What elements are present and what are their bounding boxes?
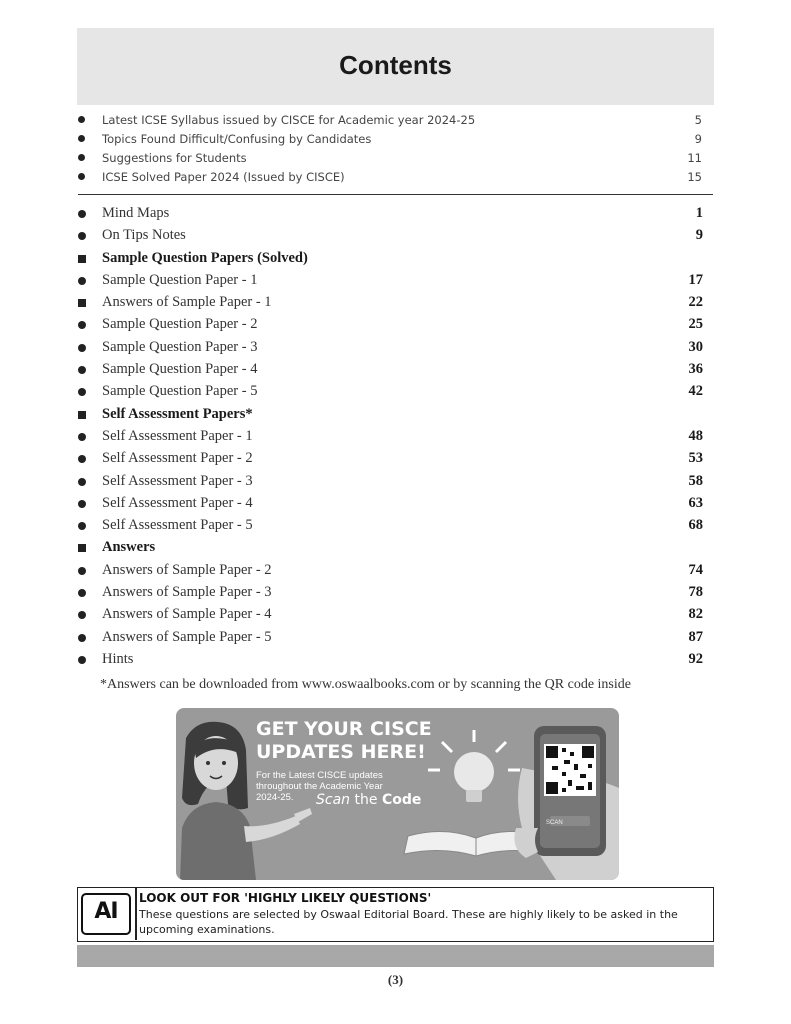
contents-item-page: 87 bbox=[688, 628, 703, 645]
bullet-icon bbox=[78, 478, 86, 486]
highly-likely-questions-box bbox=[77, 887, 714, 942]
contents-item-page: 17 bbox=[688, 271, 703, 288]
contents-item bbox=[78, 271, 703, 293]
intro-item-label: Suggestions for Students bbox=[102, 151, 247, 165]
scan-the-code-text bbox=[316, 792, 421, 808]
contents-item bbox=[78, 382, 703, 404]
square-bullet-icon bbox=[78, 255, 86, 263]
bullet-icon bbox=[78, 154, 85, 161]
contents-item-label: Answers of Sample Paper - 1 bbox=[102, 294, 272, 311]
divider bbox=[78, 194, 713, 195]
bullet-icon bbox=[78, 135, 85, 142]
page-number: (3) bbox=[387, 972, 404, 987]
bullet-icon bbox=[78, 116, 85, 123]
contents-item bbox=[78, 427, 703, 449]
contents-item-page: 68 bbox=[688, 517, 703, 534]
contents-item bbox=[78, 226, 703, 248]
contents-item-page: 82 bbox=[688, 606, 703, 623]
cisce-updates-banner[interactable] bbox=[176, 708, 619, 880]
bullet-icon bbox=[78, 589, 86, 597]
contents-item-page: 25 bbox=[688, 316, 703, 333]
footer-band bbox=[77, 945, 714, 967]
contents-item bbox=[78, 204, 703, 226]
contents-item-page: 58 bbox=[688, 472, 703, 489]
contents-item bbox=[78, 315, 703, 337]
lightbulb-icon bbox=[428, 730, 520, 802]
bullet-icon bbox=[78, 232, 86, 240]
intro-item bbox=[78, 168, 702, 187]
bullet-icon bbox=[78, 634, 86, 642]
contents-item-label: Hints bbox=[102, 650, 134, 667]
square-bullet-icon bbox=[78, 411, 86, 419]
bullet-icon bbox=[78, 344, 86, 352]
contents-item-label: Sample Question Paper - 5 bbox=[102, 383, 258, 400]
contents-item-page: 1 bbox=[695, 205, 703, 221]
contents-item-page: 48 bbox=[688, 427, 703, 444]
contents-item bbox=[78, 516, 703, 538]
bullet-icon bbox=[78, 210, 86, 218]
intro-item bbox=[78, 111, 702, 130]
intro-item-label: ICSE Solved Paper 2024 (Issued by CISCE) bbox=[102, 170, 345, 184]
contents-item-page: 53 bbox=[688, 450, 703, 467]
ai-box-title: LOOK OUT FOR 'HIGHLY LIKELY QUESTIONS' bbox=[139, 891, 432, 905]
section-heading bbox=[78, 405, 703, 427]
contents-item-page: 36 bbox=[688, 361, 703, 378]
the-word: the bbox=[354, 792, 378, 808]
bullet-icon bbox=[78, 611, 86, 619]
contents-item bbox=[78, 293, 703, 315]
contents-item-label: Sample Question Paper - 3 bbox=[102, 338, 258, 355]
contents-item-label: Self Assessment Paper - 4 bbox=[102, 494, 253, 511]
banner-heading bbox=[256, 718, 432, 764]
section-heading bbox=[78, 538, 703, 560]
bullet-icon bbox=[78, 321, 86, 329]
contents-item-label: Answers of Sample Paper - 5 bbox=[102, 628, 272, 645]
contents-item-label: Self Assessment Papers* bbox=[102, 405, 253, 422]
phone-illustration bbox=[514, 726, 619, 880]
contents-item-label: Sample Question Papers (Solved) bbox=[102, 249, 308, 266]
contents-item-label: Answers of Sample Paper - 3 bbox=[102, 584, 272, 601]
contents-item-page: 42 bbox=[688, 383, 703, 400]
contents-item bbox=[78, 628, 703, 650]
contents-item bbox=[78, 561, 703, 583]
contents-item-label: Sample Question Paper - 2 bbox=[102, 316, 258, 333]
contents-item-label: Answers bbox=[102, 539, 156, 556]
bullet-icon bbox=[78, 433, 86, 441]
bullet-icon bbox=[78, 366, 86, 374]
bullet-icon bbox=[78, 173, 85, 180]
contents-item bbox=[78, 449, 703, 471]
bullet-icon bbox=[78, 455, 86, 463]
contents-item-page: 30 bbox=[688, 338, 703, 355]
intro-item-page: 5 bbox=[694, 113, 702, 127]
code-word: Code bbox=[381, 792, 422, 808]
bullet-icon bbox=[78, 567, 86, 575]
bullet-icon bbox=[78, 522, 86, 530]
intro-item-page: 11 bbox=[687, 151, 702, 165]
intro-item-page: 9 bbox=[694, 132, 702, 146]
ai-box-separator bbox=[135, 888, 137, 940]
contents-item-label: Answers of Sample Paper - 4 bbox=[102, 606, 272, 623]
contents-item bbox=[78, 472, 703, 494]
banner-heading-line2: UPDATES HERE! bbox=[256, 741, 426, 763]
contents-item-label: Mind Maps bbox=[102, 205, 170, 221]
banner-subtext: For the Latest CISCE updates throughout the Academic Year 2024-25. bbox=[256, 770, 383, 803]
intro-item-page: 15 bbox=[687, 170, 702, 184]
intro-item-label: Topics Found Difficult/Confusing by Candidates bbox=[102, 132, 372, 146]
section-heading bbox=[78, 249, 703, 271]
ai-logo-icon bbox=[81, 893, 131, 935]
contents-item-label: Self Assessment Paper - 3 bbox=[102, 472, 253, 489]
contents-item-page: 92 bbox=[688, 650, 703, 667]
bullet-icon bbox=[78, 656, 86, 664]
contents-item-page: 9 bbox=[695, 227, 703, 244]
contents-item-page: 63 bbox=[688, 494, 703, 511]
intro-item-label: Latest ICSE Syllabus issued by CISCE for Academic year 2024-25 bbox=[102, 113, 476, 127]
contents-item-label: Sample Question Paper - 4 bbox=[102, 361, 258, 378]
contents-item-label: Self Assessment Paper - 1 bbox=[102, 427, 253, 444]
header-band bbox=[77, 28, 714, 105]
contents-item bbox=[78, 360, 703, 382]
contents-item bbox=[78, 583, 703, 605]
contents-item bbox=[78, 494, 703, 516]
square-bullet-icon bbox=[78, 544, 86, 552]
ai-box-description: These questions are selected by Oswaal Editorial Board. These are highly likely to be asked in the upcoming examinations. bbox=[139, 908, 678, 936]
contents-item bbox=[78, 650, 703, 672]
phone-scan-label: SCAN bbox=[546, 820, 563, 826]
contents-item-label: Answers of Sample Paper - 2 bbox=[102, 561, 272, 578]
bullet-icon bbox=[78, 277, 86, 285]
page-title: Contents bbox=[339, 50, 452, 80]
ai-logo-text: AI bbox=[94, 899, 118, 924]
contents-item-page: 78 bbox=[688, 584, 703, 601]
contents-item-label: On Tips Notes bbox=[102, 227, 186, 244]
footnote: *Answers can be downloaded from www.oswaalbooks.com or by scanning the QR code inside bbox=[100, 677, 631, 692]
bullet-icon bbox=[78, 388, 86, 396]
banner-heading-line1: GET YOUR CISCE bbox=[256, 718, 432, 740]
contents-item-label: Sample Question Paper - 1 bbox=[102, 271, 258, 288]
intro-list bbox=[78, 111, 702, 187]
contents-item bbox=[78, 605, 703, 627]
scan-word: Scan bbox=[316, 792, 351, 808]
contents-item-label: Self Assessment Paper - 2 bbox=[102, 450, 253, 467]
contents-item-label: Self Assessment Paper - 5 bbox=[102, 517, 253, 534]
contents-item bbox=[78, 338, 703, 360]
bullet-icon bbox=[78, 500, 86, 508]
contents-item-page: 22 bbox=[688, 294, 703, 311]
contents-list bbox=[78, 204, 703, 672]
intro-item bbox=[78, 149, 702, 168]
intro-item bbox=[78, 130, 702, 149]
square-bullet-icon bbox=[78, 299, 86, 307]
contents-item-page: 74 bbox=[688, 561, 703, 578]
